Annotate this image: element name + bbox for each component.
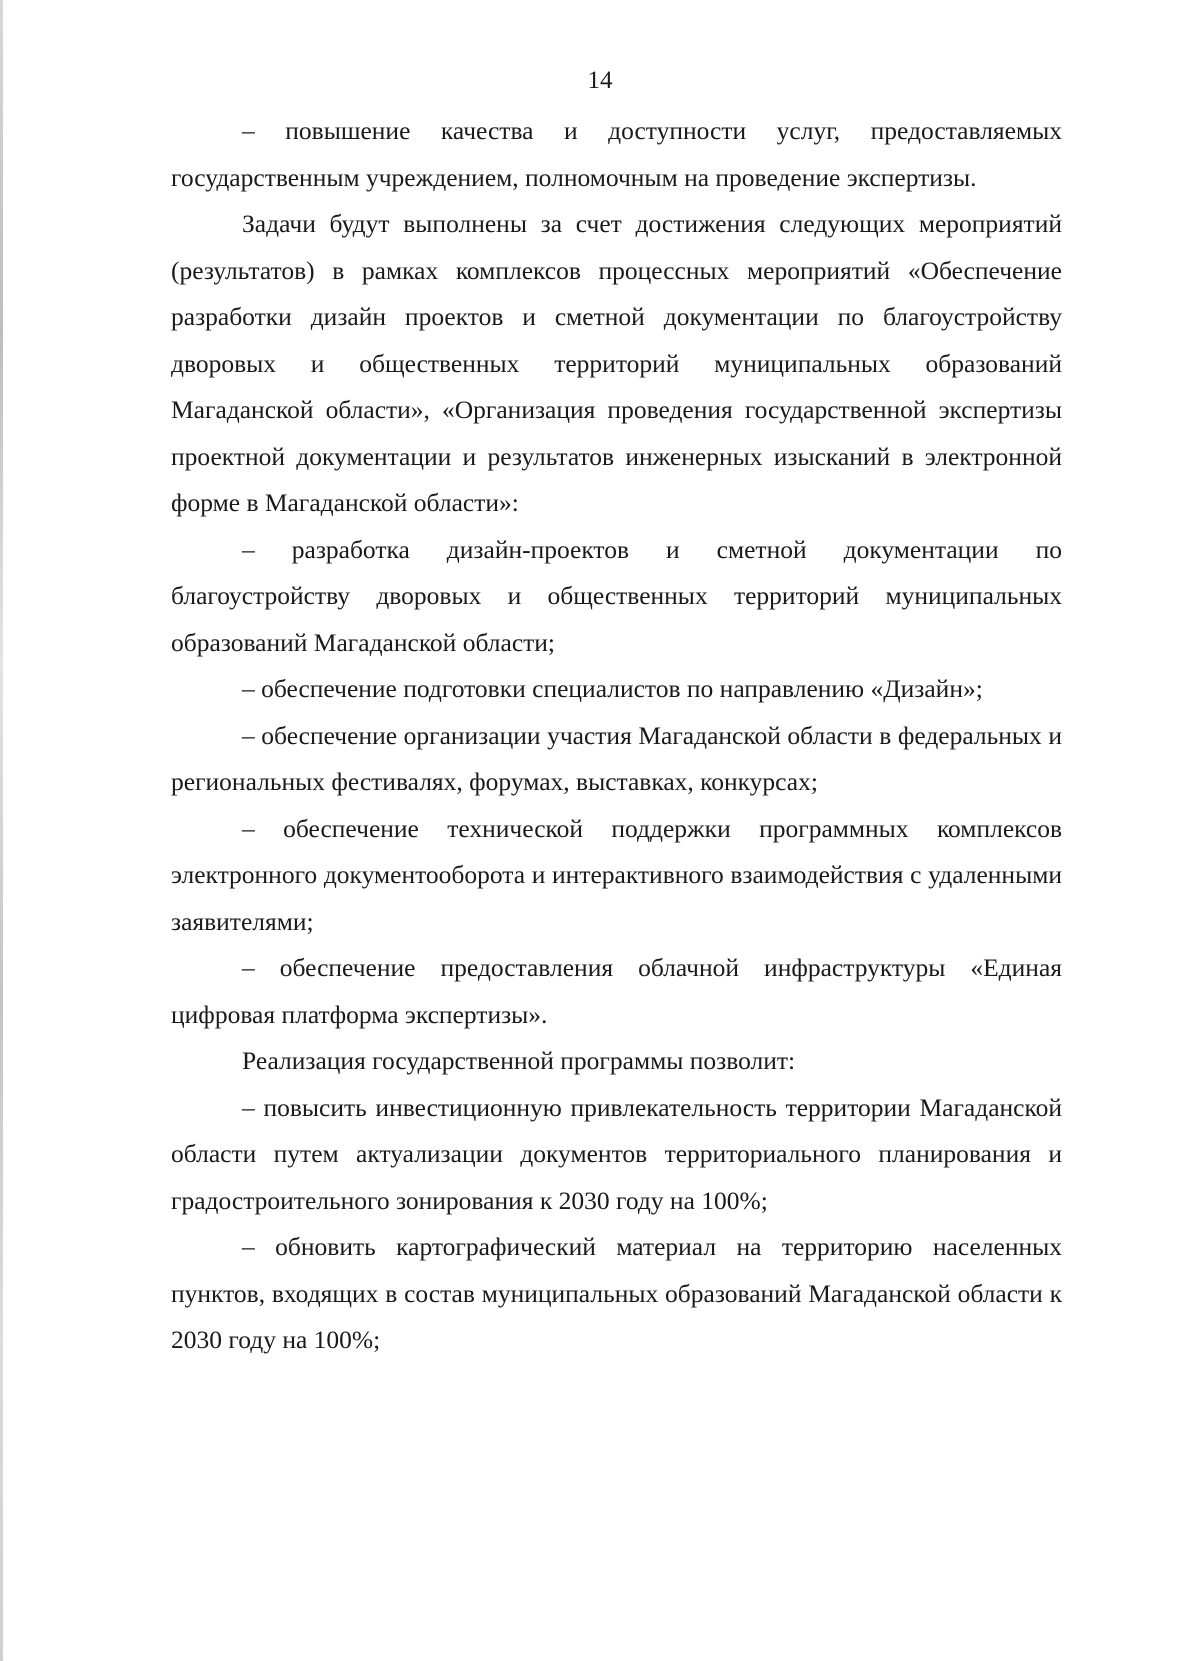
paragraph-9: – повысить инвестиционную привлекательность территории Магаданской области путем актуализации документов территориального планирования и градостроительного зонирования к 2030 году на 100%; <box>171 1092 1062 1215</box>
paragraph-3: – разработка дизайн-проектов и сметной документации по благоустройству дворовых и общественных территорий муниципальных образований Магаданской области; <box>171 534 1062 657</box>
paragraph-10: – обновить картографический материал на территорию населенных пунктов, входящих в состав муниципальных образований Магаданской области к 2030 году на 100%; <box>171 1232 1062 1354</box>
paragraph-8: Реализация государственной программы позволит: <box>242 1046 796 1075</box>
paragraph-4: – обеспечение подготовки специалистов по направлению «Дизайн»; <box>242 674 983 703</box>
document-body <box>171 108 1062 1364</box>
scan-edge <box>0 0 3 1661</box>
paragraph-5: – обеспечение организации участия Магаданской области в федеральных и региональных фестивалях, форумах, выставках, конкурсах; <box>171 720 1062 796</box>
paragraph-2: Задачи будут выполнены за счет достижения следующих мероприятий (результатов) в рамках комплексов процессных мероприятий «Обеспечение разработки дизайн проектов и сметной документации по благоустройству дворовых и общественных территорий муниципальных образований Магаданской области», «Организация проведения государственной экспертизы проектной документации и результатов инженерных изысканий в электронной форме в Магаданской области»: <box>171 209 1062 517</box>
page-number: 14 <box>587 67 613 94</box>
paragraph-6: – обеспечение технической поддержки программных комплексов электронного документооборота и интерактивного взаимодействия с удаленными заявителями; <box>171 813 1062 936</box>
paragraph-7: – обеспечение предоставления облачной инфраструктуры «Единая цифровая платформа экспертизы». <box>171 953 1062 1029</box>
paragraph-1: – повышение качества и доступности услуг, предоставляемых государственным учреждением, полномочным на проведение экспертизы. <box>171 116 1062 192</box>
